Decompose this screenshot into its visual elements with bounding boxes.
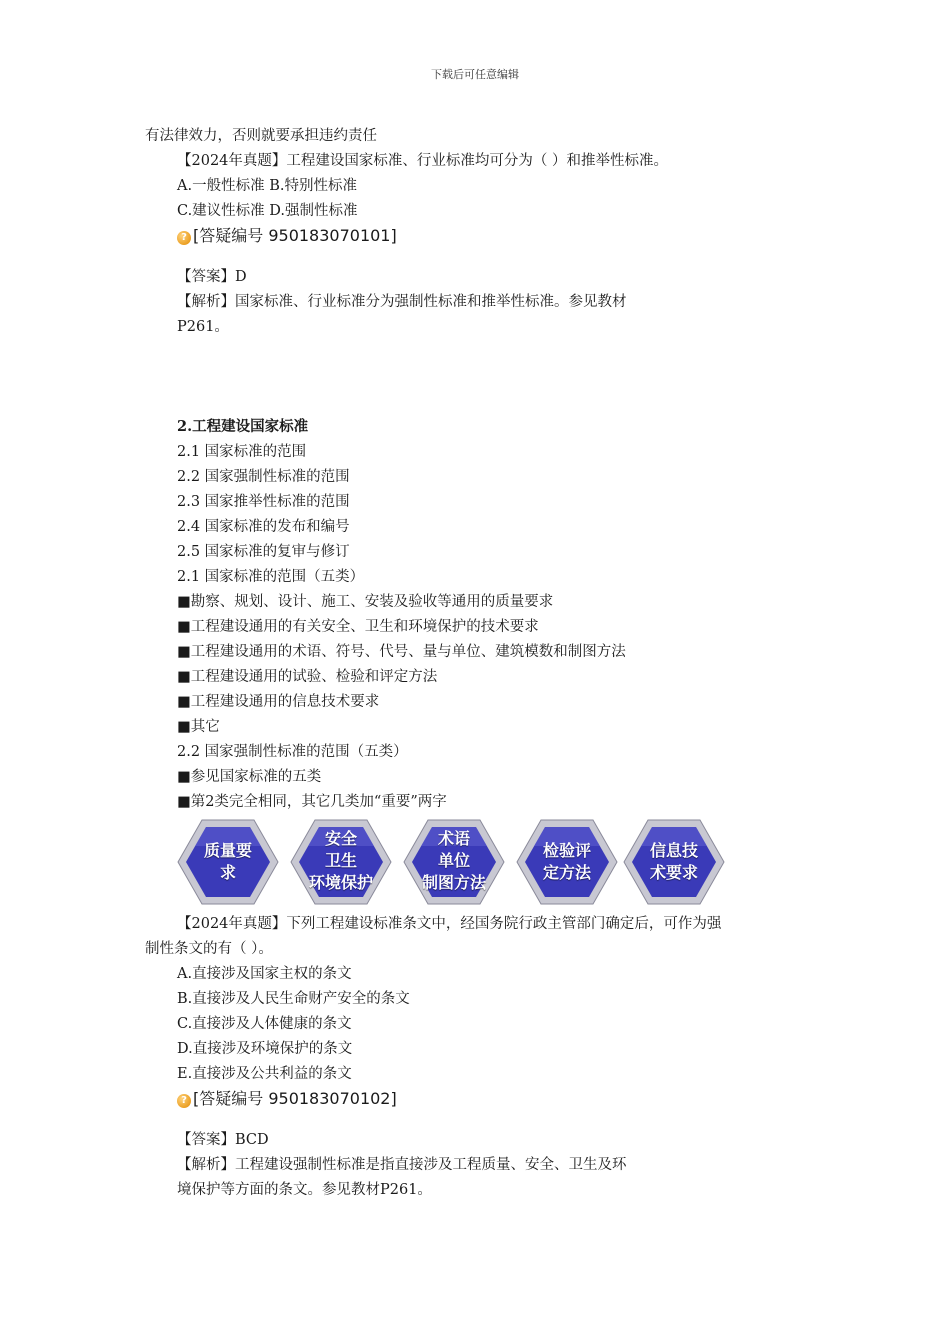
- q2-option: E.直接涉及公共利益的条文: [177, 1066, 352, 1082]
- q2-analysis-line2: 境保护等方面的条文。参见教材P261。: [177, 1182, 432, 1198]
- q1-options-line2: C.建议性标准 D.强制性标准: [177, 203, 358, 219]
- hexagon-quality: [176, 818, 280, 906]
- q1-analysis-line1: 【解析】国家标准、行业标准分为强制性标准和推举性标准。参见教材: [177, 294, 627, 310]
- page-header: 下载后可任意编辑: [431, 68, 519, 81]
- hexagon-label: 检验评 定方法: [542, 841, 591, 882]
- prev-text: 有法律效力，否则就要承担违约责任: [145, 128, 377, 144]
- hexagon-testing: [515, 818, 619, 906]
- q2-analysis-line1: 【解析】工程建设强制性标准是指直接涉及工程质量、安全、卫生及环: [177, 1157, 627, 1173]
- section-item: ■勘察、规划、设计、施工、安装及验收等通用的质量要求: [177, 594, 554, 610]
- section-item: ■参见国家标准的五类: [177, 769, 322, 785]
- section-item: ■工程建设通用的术语、符号、代号、量与单位、建筑模数和制图方法: [177, 644, 626, 660]
- section-item: 2.2 国家强制性标准的范围: [177, 469, 350, 485]
- q1-qa-number[interactable]: [177, 226, 397, 246]
- q1-question: 【2024年真题】工程建设国家标准、行业标准均可分为（ ）和推举性标准。: [177, 153, 669, 169]
- section-item: ■工程建设通用的信息技术要求: [177, 694, 380, 710]
- section-item: 2.2 国家强制性标准的范围（五类）: [177, 744, 408, 760]
- q2-option: B.直接涉及人民生命财产安全的条文: [177, 991, 410, 1007]
- q2-question-line2: 制性条文的有（ ）。: [145, 941, 273, 957]
- section-item: 2.1 国家标准的范围: [177, 444, 307, 460]
- q1-qa-number-text: [答疑编号 950183070101]: [193, 226, 397, 245]
- question-icon: ?: [177, 1094, 191, 1108]
- q2-qa-number[interactable]: [177, 1089, 397, 1109]
- q1-answer: 【答案】D: [177, 269, 247, 285]
- hexagon-label: 术语 单位 制图方法: [421, 829, 486, 892]
- q2-qa-number-text: [答疑编号 950183070102]: [193, 1089, 397, 1108]
- hexagon-info-tech: [622, 818, 726, 906]
- q1-analysis-line2: P261。: [177, 319, 229, 335]
- section-item: ■工程建设通用的试验、检验和评定方法: [177, 669, 438, 685]
- section-item: 2.3 国家推举性标准的范围: [177, 494, 350, 510]
- hexagon-label: 质量要 求: [203, 841, 252, 882]
- hexagon-terminology: [402, 818, 506, 906]
- hexagon-label: 安全 卫生 环境保护: [308, 829, 373, 892]
- question-icon: ?: [177, 231, 191, 245]
- section-item: ■其它: [177, 719, 220, 735]
- q2-question-line1: 【2024年真题】下列工程建设标准条文中，经国务院行政主管部门确定后，可作为强: [177, 916, 722, 932]
- q2-option: C.直接涉及人体健康的条文: [177, 1016, 352, 1032]
- section-title: 2.工程建设国家标准: [177, 418, 309, 435]
- section-item: ■第2类完全相同，其它几类加“重要”两字: [177, 794, 447, 810]
- hexagon-diagram: [176, 818, 736, 906]
- q1-options-line1: A.一般性标准 B.特别性标准: [177, 178, 357, 194]
- section-item: ■工程建设通用的有关安全、卫生和环境保护的技术要求: [177, 619, 539, 635]
- q2-option: A.直接涉及国家主权的条文: [177, 966, 352, 982]
- q2-option: D.直接涉及环境保护的条文: [177, 1041, 353, 1057]
- section-item: 2.4 国家标准的发布和编号: [177, 519, 350, 535]
- section-item: 2.5 国家标准的复审与修订: [177, 544, 350, 560]
- hexagon-label: 信息技 术要求: [649, 841, 698, 882]
- section-item: 2.1 国家标准的范围（五类）: [177, 569, 365, 585]
- hexagon-safety: [289, 818, 393, 906]
- q2-answer: 【答案】BCD: [177, 1132, 269, 1148]
